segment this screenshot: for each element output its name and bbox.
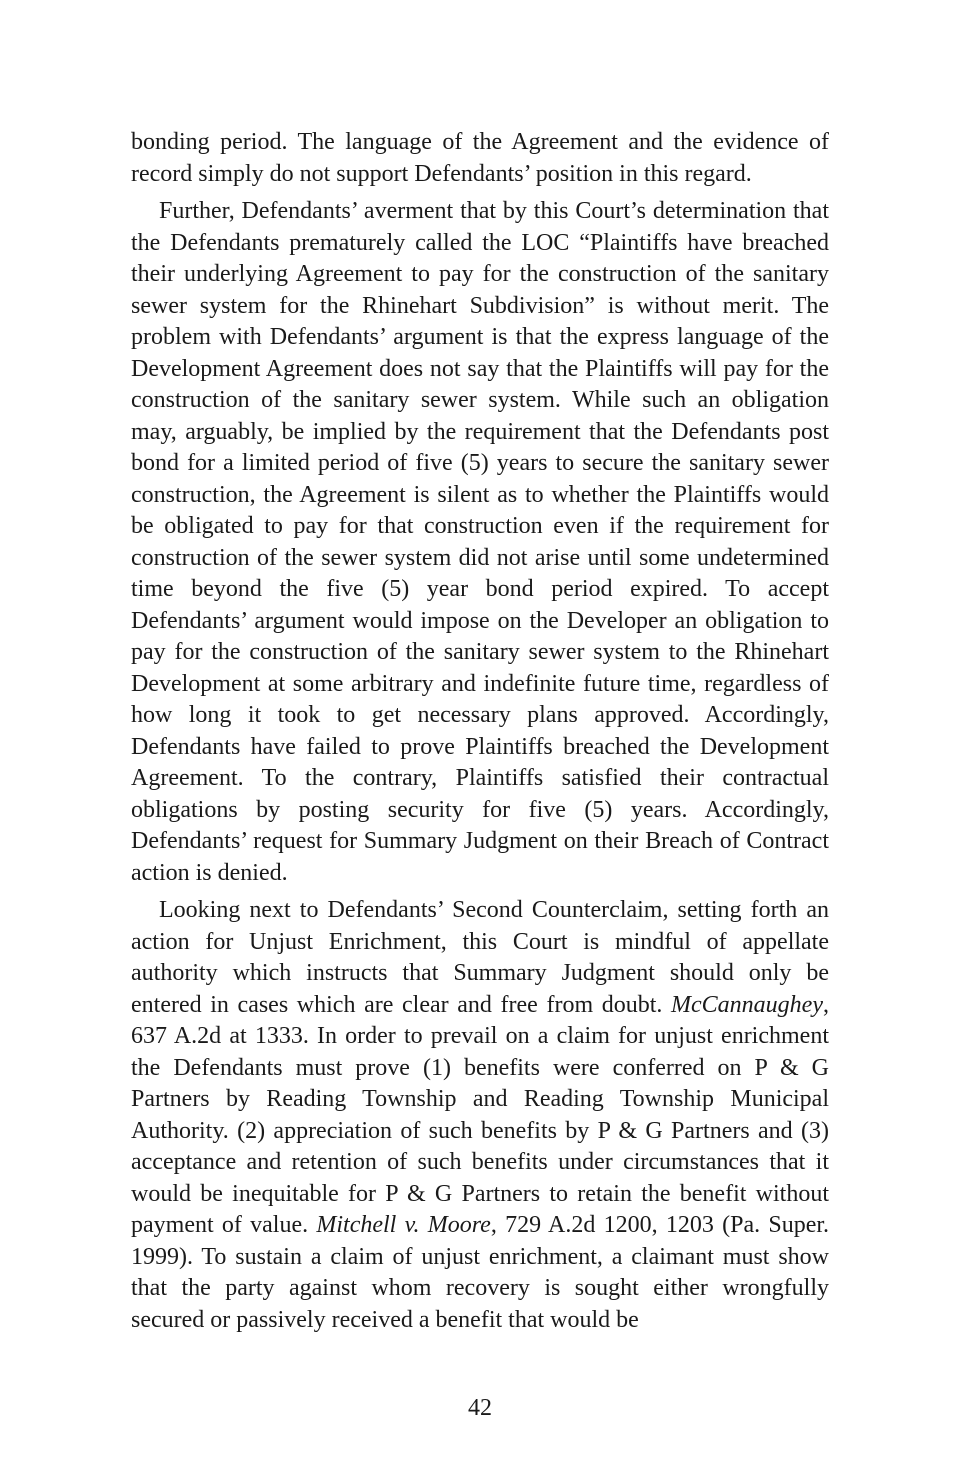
paragraph-1 xyxy=(131,127,829,190)
case-citation-mccannaughey: McCannaughey xyxy=(671,991,823,1018)
paragraph-2-text: Further, Defendants’ averment that by this Court’s determination that the Defendants prematurely called the LOC “Plaintiffs have breached their underlying Agreement to pay for the construction of the sanitary sewer system for the Rhinehart Subdivision” is without merit. The problem with Defendants’ argument is that the express language of the Development Agreement does not say that the Plaintiffs will pay for the construction of the sanitary sewer system. While such an obligation may, arguably, be implied by the requirement that the Defendants post bond for a limited period of five (5) years to secure the sanitary sewer construction, the Agreement is silent as to whether the Plaintiffs would be obligated to pay for that construction even if the requirement for construction of the sewer system did not arise until some undetermined time beyond the five (5) year bond period expired. To accept Defendants’ argument would impose on the Developer an obligation to pay for the construction of the sanitary sewer system to the Rhinehart Development at some arbitrary and indefinite future time, regardless of how long it took to get necessary plans approved. Accordingly, Defendants have failed to prove Plaintiffs breached the Development Agreement. To the contrary, Plaintiffs satisfied their contractual obligations by posting security for five (5) years. Accordingly, Defendants’ request for Summary Judgment on their Breach of Contract action is denied. xyxy=(131,198,829,886)
page-number: 42 xyxy=(468,1395,492,1421)
paragraph-2 xyxy=(131,196,829,889)
page-body xyxy=(131,127,829,1336)
paragraph-3-text-a: Looking next to Defendants’ Second Counterclaim, setting forth an action for Unjust Enrichment, this Court is mindful of appellate authority which instructs that Summary Judgment should only be entered in cases which are clear and free from doubt. xyxy=(131,897,829,1018)
paragraph-3-text-b: , 637 A.2d at 1333. In order to prevail on a claim for unjust enrichment the Defendants must prove (1) benefits were conferred on P & G Partners by Reading Township and Reading Township Municipal Authority. (2) appreciation of such benefits by P & G Partners and (3) acceptance and retention of such benefits under circumstances that it would be inequitable for P & G Partners to retain the benefit without payment of value. xyxy=(131,991,829,1238)
case-citation-mitchell-v-moore: Mitchell v. Moore xyxy=(316,1212,491,1238)
paragraph-3-text-c: , 729 A.2d 1200, 1203 (Pa. Super. 1999). To sustain a claim of unjust enrichment, a claimant must show that the party against whom recovery is sought either wrongfully secured or passively received a benefit that would be xyxy=(131,1212,830,1333)
paragraph-3 xyxy=(131,895,829,1336)
paragraph-1-text: bonding period. The language of the Agreement and the evidence of record simply do not support Defendants’ position in this regard. xyxy=(131,129,829,187)
